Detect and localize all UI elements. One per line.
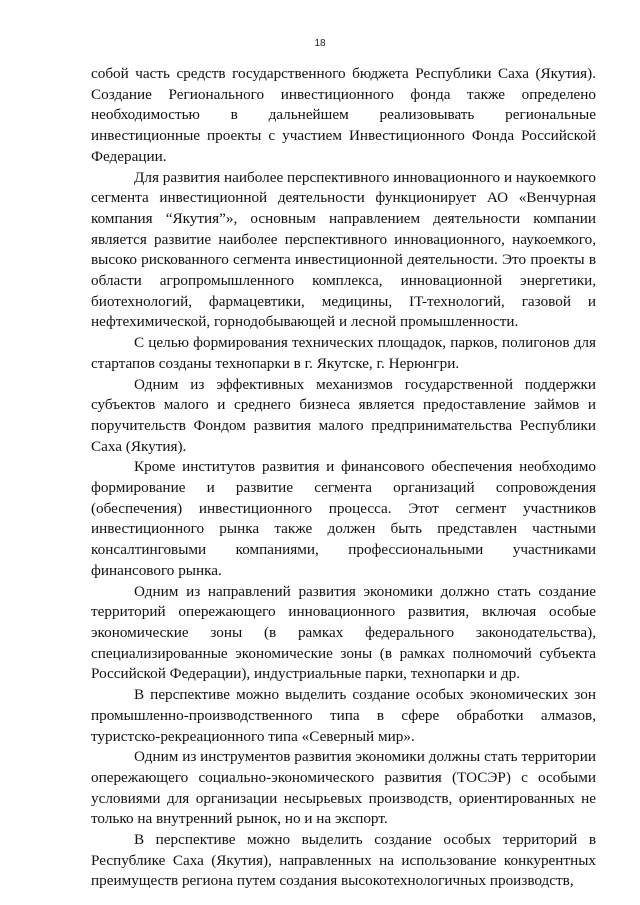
paragraph-small-business-support: Одним из эффективных механизмов государственной поддержки субъектов малого и среднего бизнеса является предоставление займов и поручительств Фондом развития малого предпринимательства Республики Саха (Якутия).	[91, 375, 596, 455]
paragraph-technoparks: С целью формирования технических площадок, парков, полигонов для стартапов созданы технопарки в г. Якутске, г. Нерюнгри.	[91, 334, 596, 372]
paragraph-1-continuation: собой часть средств государственного бюджета Республики Саха (Якутия). Создание Регионального инвестиционного фонда также определено необходимостью в дальнейшем реализовывать региональные инвестиционные проекты с участием Инвестиционного Фонда Российской Федерации.	[91, 65, 596, 165]
paragraph-special-territories: В перспективе можно выделить создание особых территорий в Республике Саха (Якутия), направленных на использование конкурентных преимуществ региона путем создания высокотехнологичных производств,	[91, 831, 596, 890]
paragraph-special-economic-zones: В перспективе можно выделить создание особых экономических зон промышленно-производственного типа в сфере обработки алмазов, туристско-рекреационного типа «Северный мир».	[91, 686, 596, 745]
paragraph-support-organizations: Кроме институтов развития и финансового обеспечения необходимо формирование и развитие сегмента организаций сопровождения (обеспечения) инвестиционного процесса. Этот сегмент участников инвестиционного рынка также должен быть представлен частными консалтинговыми компаниями, профессиональными участниками финансового рынка.	[91, 458, 596, 579]
page-number: 18	[314, 38, 326, 49]
paragraph-venture-company: Для развития наиболее перспективного инновационного и наукоемкого сегмента инвестиционной деятельности функционирует АО «Венчурная компания “Якутия”», основным направлением деятельности компании является развитие наиболее перспективного инновационного, наукоемкого, высоко рискованного сегмента инвестиционной деятельности. Это проекты в области агропромышленного комплекса, инновационной энергетики, биотехнологий, фармацевтики, медицины, IT-технологий, газовой и нефтехимической, горнодобывающей и лесной промышленности.	[91, 168, 596, 331]
document-body	[91, 64, 596, 892]
paragraph-tosed: Одним из инструментов развития экономики должны стать территории опережающего социально-экономического развития (ТОСЭР) с особыми условиями для организации несырьевых производств, ориентированных не только на внутренний рынок, но и на экспорт.	[91, 748, 596, 828]
paragraph-innovation-territories: Одним из направлений развития экономики должно стать создание территорий опережающего инновационного развития, включая особые экономические зоны (в рамках федерального законодательства), специализированные экономические зоны (в рамках полномочий субъекта Российской Федерации), индустриальные парки, технопарки и др.	[91, 582, 596, 683]
